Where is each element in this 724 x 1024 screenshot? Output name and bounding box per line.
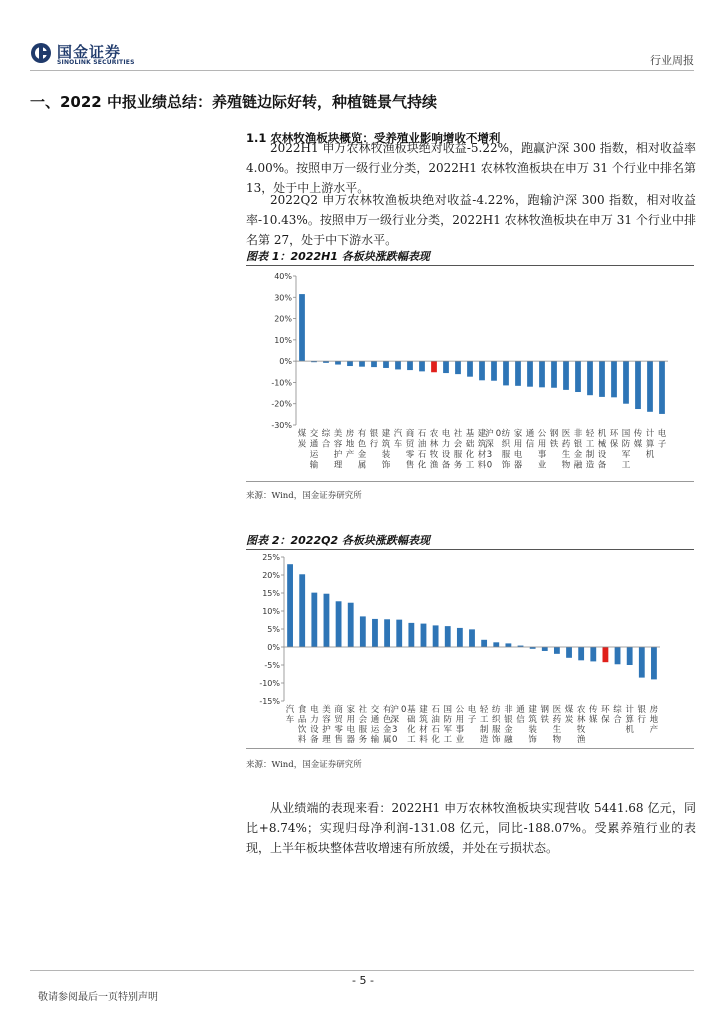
category-label: 煤炭 — [297, 429, 307, 450]
bar-美容护理 — [324, 594, 330, 647]
category-label: 农林牧渔 — [576, 705, 586, 745]
y-tick-label: 20% — [262, 571, 280, 580]
category-label: 食品饮料 — [297, 705, 307, 745]
bar-家用电器 — [348, 603, 354, 647]
logo-text-en: SINOLINK SECURITIES — [57, 59, 135, 66]
bar-商贸零售 — [336, 601, 342, 647]
category-label: 计算机 — [625, 705, 634, 735]
category-label: 商贸零售 — [405, 429, 415, 471]
bar-纺织服饰 — [493, 642, 499, 647]
category-label: 建筑装饰 — [381, 429, 391, 471]
category-label: 房地产 — [649, 705, 659, 735]
category-label: 非银金融 — [504, 705, 513, 745]
bar-石油石化 — [419, 361, 425, 371]
category-label: 机械设备 — [597, 429, 607, 471]
category-label: 钢铁 — [540, 705, 550, 725]
y-tick-label: 30% — [274, 293, 292, 303]
bar-农林牧渔 — [431, 361, 437, 372]
category-label: 银行 — [369, 429, 379, 450]
bar-银行 — [371, 361, 377, 367]
bar-传媒 — [590, 647, 596, 661]
bar-基础化工 — [408, 623, 414, 647]
y-tick-label: -10% — [259, 679, 280, 688]
y-tick-label: 15% — [262, 589, 280, 598]
category-label: 农林牧渔 — [429, 429, 439, 471]
y-tick-label: -20% — [271, 399, 292, 409]
bar-电子 — [659, 361, 665, 414]
bar-沪深300 — [396, 620, 402, 647]
footer-divider — [30, 970, 694, 971]
bar-社会服务 — [455, 361, 461, 374]
bar-电子 — [469, 629, 475, 647]
footer-disclaimer: 敬请参阅最后一页特别声明 — [38, 992, 158, 1003]
y-tick-label: 40% — [274, 272, 292, 281]
bar-环保 — [611, 361, 617, 397]
bar-纺织服饰 — [503, 361, 509, 385]
page-number: - 5 - — [352, 974, 374, 987]
y-tick-label: 10% — [274, 335, 292, 345]
bar-非银金融 — [575, 361, 581, 392]
bar-银行 — [639, 647, 645, 678]
bar-计算机 — [647, 361, 653, 412]
bar-煤炭 — [299, 294, 305, 361]
y-tick-label: 10% — [262, 607, 280, 616]
bar-计算机 — [627, 647, 633, 665]
y-tick-label: -15% — [259, 697, 280, 706]
y-tick-label: 0% — [279, 357, 292, 367]
category-label: 建筑装饰 — [528, 705, 537, 745]
paragraph-earnings: 从业绩端的表现来看：2022H1 申万农林牧渔板块实现营收 5441.68 亿元，同比+8.74%；实现归母净利润-131.08 亿元，同比-188.07%。受累养殖行业的表现，上半年板块整体营收增速有所放缓，并处在亏损状态。 — [246, 801, 696, 855]
category-label: 煤炭 — [564, 705, 574, 725]
bar-钢铁 — [542, 647, 548, 651]
logo-mark-icon — [30, 42, 52, 64]
category-label: 环保 — [609, 429, 619, 450]
bar-交通运输 — [372, 619, 378, 647]
y-tick-label: 5% — [267, 625, 280, 634]
paragraph-q2-summary: 2022Q2 申万农林牧渔板块绝对收益-4.22%，跑输沪深 300 指数，相对收益率-10.43%。按照申万一级行业分类，2022H1 农林牧渔板块在申万 31 个行业中排名第 27，处于中下游水平。 — [246, 193, 696, 247]
bar-钢铁 — [551, 361, 557, 388]
bar-国防军工 — [445, 626, 451, 647]
bar-汽车 — [287, 564, 293, 647]
bar-美容护理 — [335, 361, 341, 364]
category-label: 医药生物 — [561, 429, 571, 471]
category-label: 沪深 3 00 — [390, 705, 407, 745]
category-label: 有色金属 — [382, 705, 392, 745]
figure-2-bottom-rule — [246, 748, 694, 749]
bar-电力设备 — [311, 593, 317, 647]
bar-环保 — [603, 647, 609, 662]
bar-食品饮料 — [299, 574, 305, 647]
category-label: 商贸零售 — [334, 705, 343, 745]
category-label: 汽车 — [285, 705, 295, 725]
bar-公用事业 — [457, 628, 463, 647]
y-tick-label: -30% — [271, 421, 292, 430]
y-tick-label: 0% — [267, 643, 280, 652]
bar-建筑材料 — [479, 361, 485, 380]
header-divider — [30, 70, 694, 71]
category-label: 纺织服饰 — [492, 705, 501, 745]
category-label: 社会服务 — [453, 429, 463, 471]
category-label: 轻工制造 — [585, 429, 595, 471]
category-label: 电力设备 — [310, 705, 319, 745]
category-label: 通信 — [516, 705, 525, 725]
category-label: 家用电器 — [513, 429, 523, 471]
category-label: 纺织服饰 — [501, 429, 511, 471]
bar-有色金属 — [359, 361, 365, 367]
bar-煤炭 — [566, 647, 572, 658]
figure-1-chart — [246, 266, 694, 480]
category-label: 电子 — [657, 429, 667, 450]
bar-房地产 — [651, 647, 657, 679]
category-label: 交通运输 — [309, 429, 319, 471]
bar-商贸零售 — [407, 361, 413, 370]
category-label: 美容护理 — [333, 429, 343, 471]
bar-建筑装饰 — [383, 361, 389, 368]
category-label: 沪深 3 00 — [485, 429, 502, 471]
category-label: 建筑材料 — [477, 429, 487, 471]
bar-通信 — [527, 361, 533, 387]
category-label: 石油石化 — [417, 429, 427, 471]
y-tick-label: 20% — [274, 314, 292, 324]
category-label: 传媒 — [633, 429, 643, 450]
company-logo — [30, 40, 150, 68]
category-label: 银行 — [637, 705, 647, 725]
category-label: 汽车 — [393, 429, 403, 450]
bar-农林牧渔 — [578, 647, 584, 660]
logo-text-cn: 国金证券 — [57, 43, 122, 61]
category-label: 轻工制造 — [479, 705, 489, 745]
category-label: 交通运输 — [370, 705, 380, 745]
bar-非银金融 — [505, 643, 511, 647]
bar-公用事业 — [539, 361, 545, 387]
y-tick-label: -5% — [264, 661, 280, 670]
bar-有色金属 — [384, 619, 390, 647]
figure-2-title: 图表 2：2022Q2 各板块涨跌幅表现 — [246, 534, 430, 547]
category-label: 通信 — [525, 429, 535, 450]
category-label: 基础化工 — [407, 705, 416, 745]
category-label: 建筑材料 — [419, 705, 428, 745]
bar-机械设备 — [599, 361, 605, 397]
category-label: 基础化工 — [465, 429, 475, 471]
bar-电力设备 — [443, 361, 449, 373]
category-label: 环保 — [601, 705, 610, 725]
bar-传媒 — [635, 361, 641, 409]
bar-基础化工 — [467, 361, 473, 377]
category-label: 综合 — [321, 429, 331, 450]
category-label: 电力设备 — [441, 429, 451, 471]
category-label: 非银金融 — [573, 429, 583, 471]
y-tick-label: -10% — [271, 378, 292, 388]
section-title: 一、2022 中报业绩总结：养殖链边际好转，种植链景气持续 — [30, 93, 437, 111]
category-label: 家用电器 — [346, 705, 355, 745]
figure-1-bottom-rule — [246, 481, 694, 482]
bar-汽车 — [395, 361, 401, 369]
category-label: 国防军工 — [443, 705, 452, 745]
report-type: 行业周报 — [650, 54, 694, 67]
category-label: 社会服务 — [358, 705, 368, 745]
category-label: 电子 — [467, 705, 477, 725]
bar-沪深300 — [491, 361, 497, 381]
bar-医药生物 — [563, 361, 569, 390]
figure-1-source: 来源：Wind，国金证券研究所 — [246, 491, 362, 501]
category-label: 公用事业 — [537, 429, 547, 471]
figure-1-title: 图表 1：2022H1 各板块涨跌幅表现 — [246, 250, 430, 263]
bar-国防军工 — [623, 361, 629, 404]
category-label: 房地产 — [345, 429, 355, 460]
category-label: 钢铁 — [549, 429, 559, 450]
figure-2-chart — [246, 550, 694, 747]
bar-综合 — [615, 647, 621, 664]
y-tick-label: 25% — [262, 553, 280, 562]
figure-2-source: 来源：Wind，国金证券研究所 — [246, 760, 362, 770]
category-label: 美容护理 — [322, 705, 331, 745]
bar-医药生物 — [554, 647, 560, 654]
category-label: 国防军工 — [621, 429, 631, 471]
bar-建筑材料 — [421, 624, 427, 647]
paragraph-h1-summary: 2022H1 申万农林牧渔板块绝对收益-5.22%，跑赢沪深 300 指数，相对收益率 4.00%。按照申万一级行业分类，2022H1 农林牧渔板块在申万 31 个行业中排名第 13，处于中上游水平。 — [246, 141, 696, 195]
bar-石油石化 — [433, 625, 439, 647]
bar-社会服务 — [360, 616, 366, 647]
category-label: 计算机 — [645, 429, 655, 460]
category-label: 有色金属 — [357, 429, 367, 471]
category-label: 公用事业 — [455, 705, 465, 745]
category-label: 综合 — [613, 705, 622, 725]
category-label: 医药生物 — [552, 705, 562, 745]
bar-房地产 — [347, 361, 353, 366]
bar-轻工制造 — [481, 640, 487, 647]
sub-title: 1.1 农林牧渔板块概览：受养殖业影响增收不增利 — [246, 131, 501, 145]
category-label: 传媒 — [589, 705, 598, 725]
bar-轻工制造 — [587, 361, 593, 395]
category-label: 石油石化 — [431, 705, 440, 745]
bar-家用电器 — [515, 361, 521, 386]
